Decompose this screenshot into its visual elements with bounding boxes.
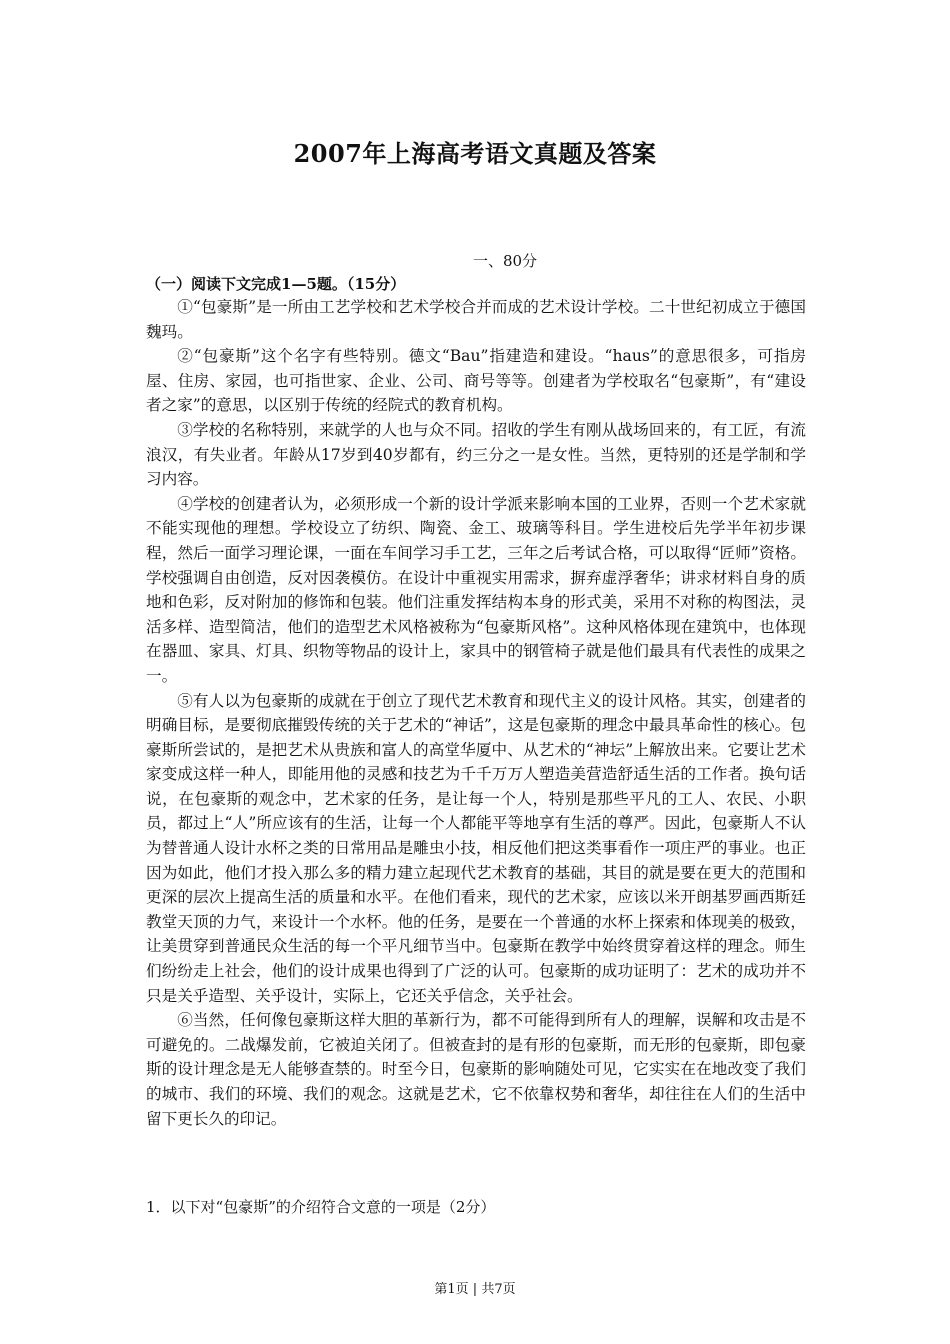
passage [146, 295, 806, 1131]
question-1: 1．以下对“包豪斯”的介绍符合文意的一项是（2分） [146, 1198, 496, 1216]
paragraph-6: ⑥当然，任何像包豪斯这样大胆的革新行为，都不可能得到所有人的理解，误解和攻击是不可避免的。二战爆发前，它被迫关闭了。但被查封的是有形的包豪斯，而无形的包豪斯，即包豪斯的设计理念是无人能够查禁的。时至今日，包豪斯的影响随处可见，它实实在在地改变了我们的城市、我们的环境、我们的观念。这就是艺术，它不依靠权势和奢华，却往往在人们的生活中留下更长久的印记。 [146, 1011, 806, 1128]
document-title: 2007年上海高考语文真题及答案 [293, 139, 657, 168]
page-footer: 第1页 | 共7页 [434, 1282, 516, 1297]
part-heading: （一）阅读下文完成1—5题。（15分） [146, 275, 406, 293]
paragraph-2: ②“包豪斯”这个名字有些特别。德文“Bau”指建造和建设。“haus”的意思很多，可指房屋、住房、家园，也可指世家、企业、公司、商号等等。创建者为学校取名“包豪斯”，有“建设者之家”的意思，以区别于传统的经院式的教育机构。 [146, 347, 806, 415]
paragraph-3: ③学校的名称特别，来就学的人也与众不同。招收的学生有刚从战场回来的，有工匠，有流浪汉，有失业者。年龄从17岁到40岁都有，约三分之一是女性。当然，更特别的还是学制和学习内容。 [146, 420, 806, 489]
paragraph-1: ①“包豪斯”是一所由工艺学校和艺术学校合并而成的艺术设计学校。二十世纪初成立于德国魏玛。 [146, 298, 806, 341]
paragraph-4: ④学校的创建者认为，必须形成一个新的设计学派来影响本国的工业界，否则一个艺术家就不能实现他的理想。学校设立了纺织、陶瓷、金工、玻璃等科目。学生进校后先学半年初步课程，然后一面学习理论课，一面在车间学习手工艺，三年之后考试合格，可以取得“匠师”资格。学校强调自由创造，反对因袭模仿。在设计中重视实用需求，摒弃虚浮奢华；讲求材料自身的质地和色彩，反对附加的修饰和包装。他们注重发挥结构本身的形式美，采用不对称的构图法，灵活多样、造型简洁，他们的造型艺术风格被称为“包豪斯风格”。这种风格体现在建筑中，也体现在器皿、家具、灯具、织物等物品的设计上，家具中的钢管椅子就是他们最具有代表性的成果之一。 [146, 494, 806, 685]
paragraph-5: ⑤有人以为包豪斯的成就在于创立了现代艺术教育和现代主义的设计风格。其实，创建者的明确目标，是要彻底摧毁传统的关于艺术的“神话”，这是包豪斯的理念中最具革命性的核心。包豪斯所尝试的，是把艺术从贵族和富人的高堂华厦中、从艺术的“神坛”上解放出来。它要让艺术家变成这样一种人，即能用他的灵感和技艺为千千万万人塑造美营造舒适生活的工作者。换句话说，在包豪斯的观念中，艺术家的任务，是让每一个人，特别是那些平凡的工人、农民、小职员，都过上“人”所应该有的生活，让每一个人都能平等地享有生活的尊严。因此，包豪斯人不认为替普通人设计水杯之类的日常用品是雕虫小技，相反他们把这类事看作一项庄严的事业。也正因为如此，他们才投入那么多的精力建立起现代艺术教育的基础，其目的就是要在更大的范围和更深的层次上提高生活的质量和水平。在他们看来，现代的艺术家，应该以米开朗基罗画西斯廷教堂天顶的力气，来设计一个水杯。他的任务，是要在一个普通的水杯上探索和体现美的极致，让美贯穿到普通民众生活的每一个平凡细节当中。包豪斯在教学中始终贯穿着这样的理念。师生们纷纷走上社会，他们的设计成果也得到了广泛的认可。包豪斯的成功证明了：艺术的成功并不只是关乎造型、关乎设计，实际上，它还关乎信念，关乎社会。 [146, 691, 806, 1005]
section-heading: 一、80分 [472, 252, 538, 270]
